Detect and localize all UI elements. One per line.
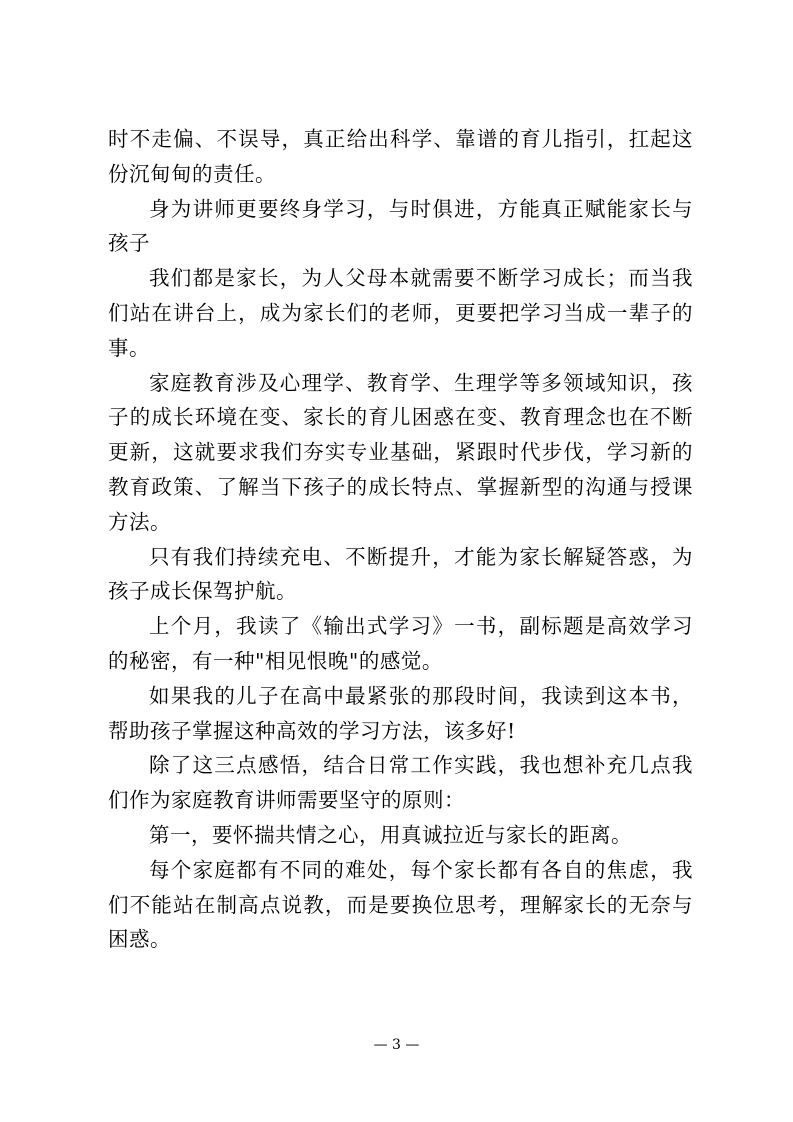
principle-one-heading: 第一，要怀揣共情之心，用真诚拉近与家长的距离。 — [149, 822, 632, 847]
paragraph: 除了这三点感悟，结合日常工作实践，我也想补充几点我们作为家庭教育讲师需要坚守的原则： — [108, 753, 693, 813]
paragraph-continuation: 时不走偏、不误导，真正给出科学、靠谱的育儿指引，扛起这份沉甸甸的责任。 — [108, 127, 693, 186]
paragraph: 我们都是家长，为人父母本就需要不断学习成长；而当我们站在讲台上，成为家长们的老师，更要把学习当成一辈子的事。 — [108, 266, 693, 360]
paragraph: 只有我们持续充电、不断提升，才能为家长解疑答惑，为孩子成长保驾护航。 — [108, 544, 693, 604]
body-text — [108, 122, 693, 957]
page-number: — 3 — — [373, 1037, 420, 1053]
paragraph: 家庭教育涉及心理学、教育学、生理学等多领域知识，孩子的成长环境在变、家长的育儿困惑在变、教育理念也在不断更新，这就要求我们夯实专业基础，紧跟时代步伐，学习新的教育政策、了解当下孩子的成长特点、掌握新型的沟通与授课方法。 — [108, 370, 693, 534]
paragraph: 如果我的儿子在高中最紧张的那段时间，我读到这本书，帮助孩子掌握这种高效的学习方法，该多好! — [108, 683, 693, 743]
section-heading-lifelong-learning: 身为讲师更要终身学习，与时俱进，方能真正赋能家长与孩子 — [108, 196, 693, 256]
paragraph: 每个家庭都有不同的难处，每个家长都有各自的焦虑，我们不能站在制高点说教，而是要换位思考，理解家长的无奈与困惑。 — [108, 857, 693, 952]
paragraph: 上个月，我读了《输出式学习》一书，副标题是高效学习的秘密，有一种"相见恨晚"的感觉。 — [108, 614, 693, 673]
